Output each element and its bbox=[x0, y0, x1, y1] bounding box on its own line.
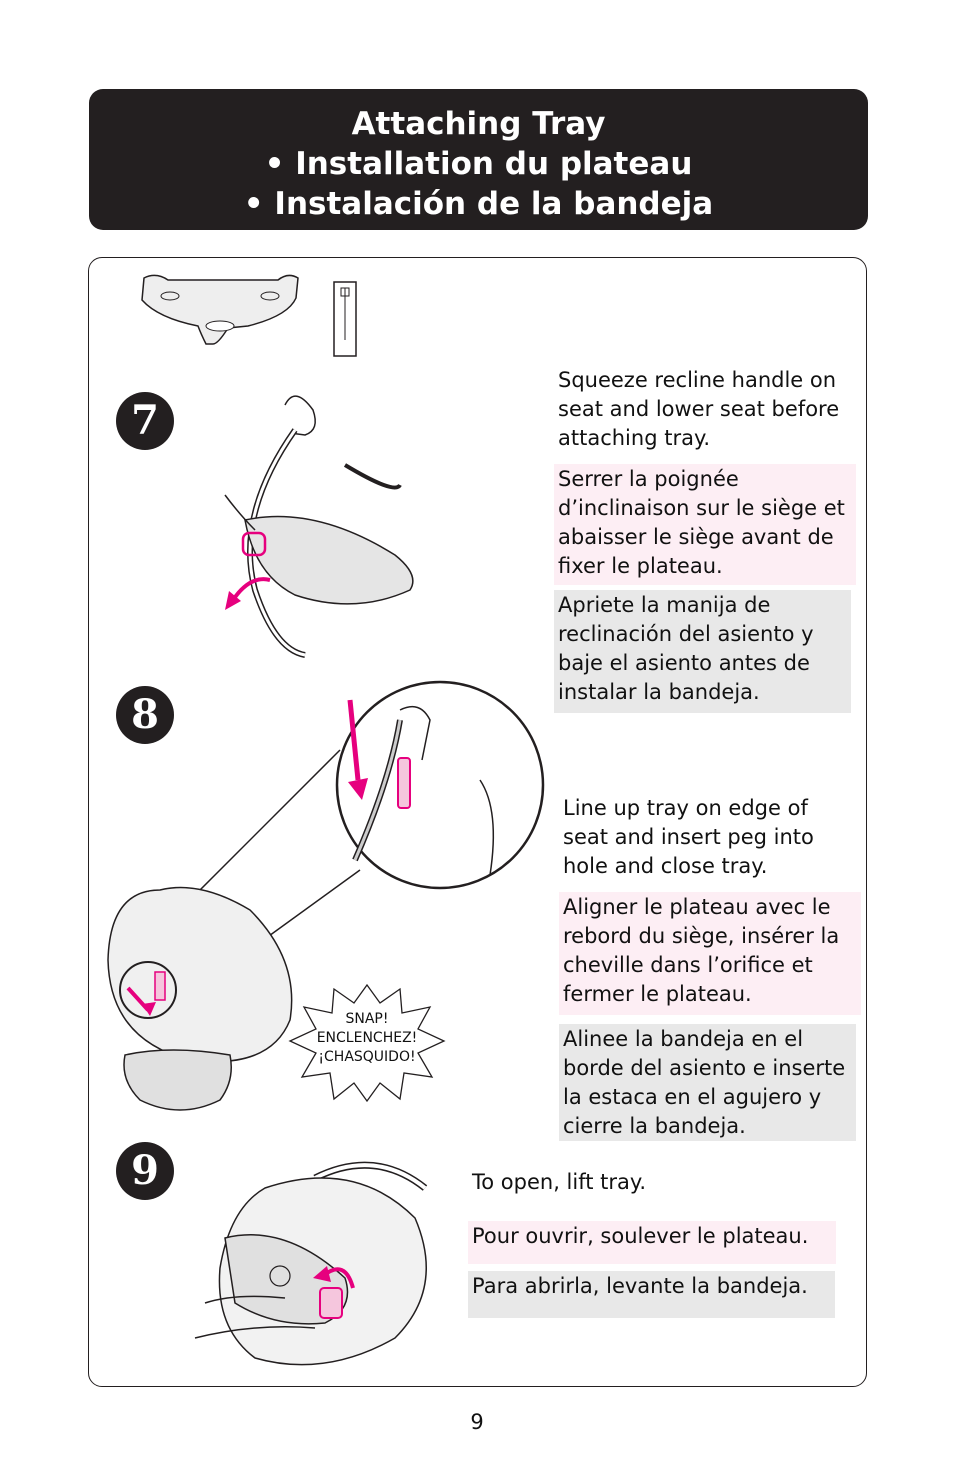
step-7-text-es: Apriete la manija de reclinación del asiento y baje el asiento antes de instalar la bandeja. bbox=[554, 590, 851, 713]
step-9-text-fr: Pour ouvrir, soulever le plateau. bbox=[468, 1221, 836, 1264]
header-title-es: • Instalación de la bandeja bbox=[243, 186, 714, 222]
page-header bbox=[89, 89, 868, 230]
step-8-text-es: Alinee la bandeja en el borde del asiento e inserte la estaca en el agujero y cierre la bandeja. bbox=[559, 1024, 856, 1141]
header-title-en: Attaching Tray bbox=[351, 106, 606, 142]
step-9-text-es: Para abrirla, levante la bandeja. bbox=[468, 1271, 835, 1318]
header-title-fr: • Installation du plateau bbox=[264, 146, 693, 182]
step-7-text-fr: Serrer la poignée d’inclinaison sur le siège et abaisser le siège avant de fixer le plateau. bbox=[554, 464, 856, 585]
snap-text-en: SNAP! bbox=[345, 1011, 389, 1027]
tray-parts-illustration bbox=[138, 268, 368, 358]
step-9-illustration bbox=[195, 1128, 445, 1378]
snap-text-es: ¡CHASQUIDO! bbox=[318, 1049, 416, 1065]
step-7-text-en: Squeeze recline handle on seat and lower seat before attaching tray. bbox=[558, 368, 840, 450]
step-7-illustration bbox=[195, 375, 435, 665]
step-9-badge: 9 bbox=[116, 1142, 174, 1200]
page-number: 9 bbox=[470, 1410, 484, 1434]
snap-text-fr: ENCLENCHEZ! bbox=[316, 1030, 418, 1046]
snap-callout bbox=[288, 1010, 446, 1067]
step-8-text-fr: Aligner le plateau avec le rebord du siège, insérer la cheville dans l’orifice et fermer le plateau. bbox=[559, 892, 861, 1015]
step-7-badge: 7 bbox=[116, 392, 174, 450]
step-9-text-en: To open, lift tray. bbox=[472, 1170, 646, 1194]
step-8-text-en: Line up tray on edge of seat and insert peg into hole and close tray. bbox=[563, 796, 814, 878]
step-8-badge: 8 bbox=[116, 686, 174, 744]
